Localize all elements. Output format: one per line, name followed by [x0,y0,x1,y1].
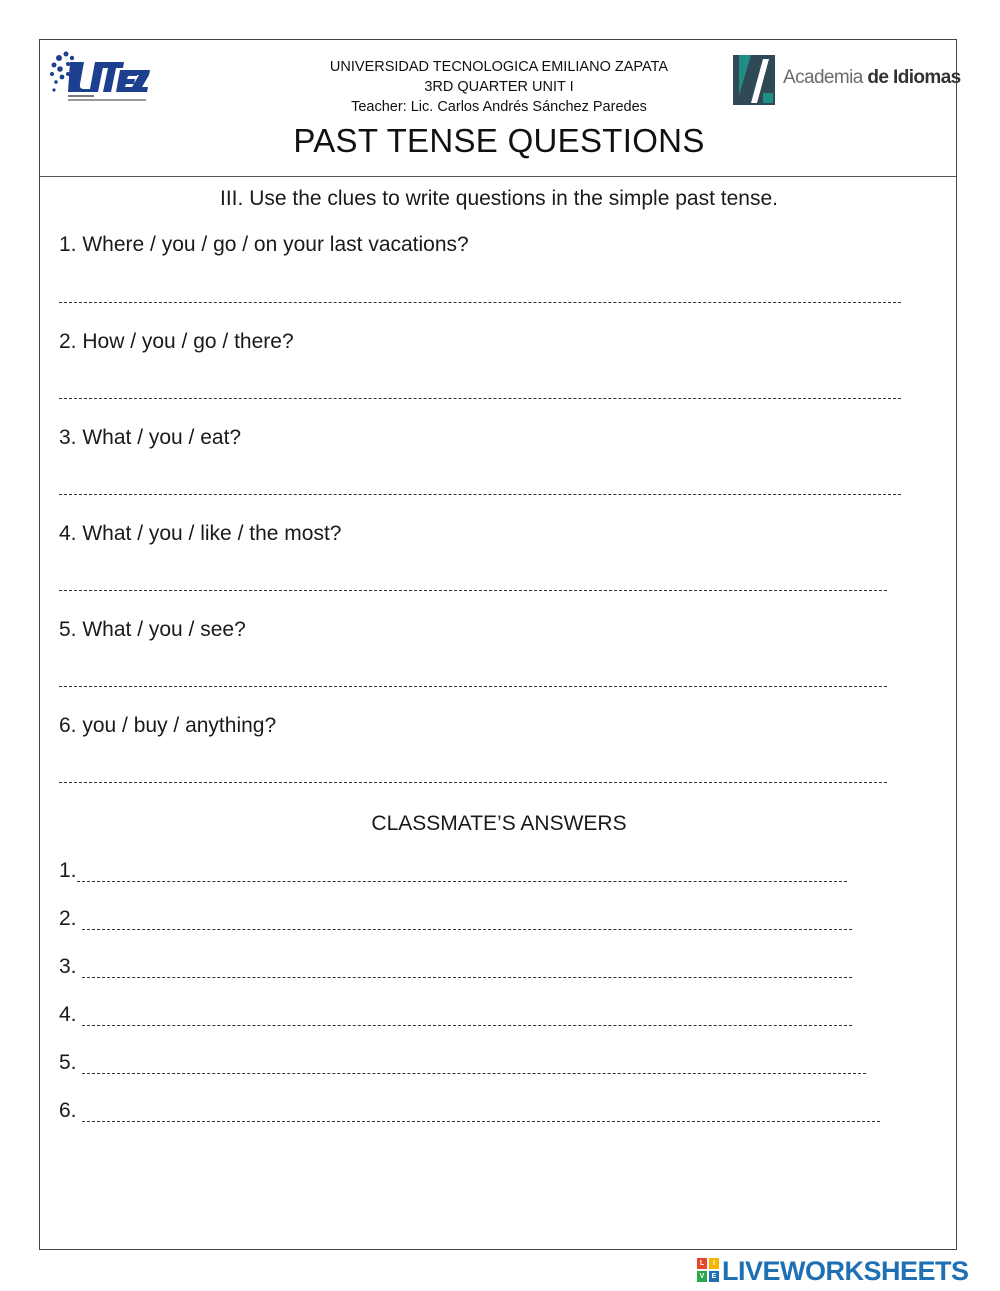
question-6: 6. you / buy / anything? [59,714,277,737]
classmate-number-4: 4. [59,1003,77,1026]
classmate-number-3: 3. [59,955,77,978]
classmate-answer-line-3[interactable] [82,977,852,978]
question-3: 3. What / you / eat? [59,426,242,449]
classmate-answer-row-4 [59,1003,859,1033]
classmate-answer-row-2 [59,907,859,937]
academia-wordmark [783,67,961,89]
academia-word-light: Academia [783,67,868,88]
question-1: 1. Where / you / go / on your last vacations? [59,233,469,256]
header-divider [40,176,956,177]
worksheet-page [39,39,961,1250]
classmate-number-2: 2. [59,907,77,930]
answer-line-2[interactable] [59,398,901,399]
answer-line-6[interactable] [59,782,887,783]
academia-word-bold: de Idiomas [867,67,961,88]
classmate-answer-line-2[interactable] [82,929,852,930]
badge-letter-l: L [697,1258,707,1269]
answer-line-4[interactable] [59,590,887,591]
worksheet-title: PAST TENSE QUESTIONS [293,122,705,159]
answer-line-5[interactable] [59,686,887,687]
quarter-label: 3RD QUARTER UNIT I [424,79,574,95]
question-2: 2. How / you / go / there? [59,330,294,353]
answer-line-3[interactable] [59,494,901,495]
teacher-name: Teacher: Lic. Carlos Andrés Sánchez Paredes [351,99,647,115]
classmate-answer-row-1 [59,859,849,889]
classmate-number-6: 6. [59,1099,77,1122]
liveworksheets-wordmark: LIVEWORKSHEETS [722,1256,969,1286]
classmate-number-1: 1. [59,859,77,882]
classmate-answer-line-5[interactable] [82,1073,866,1074]
classmate-answer-row-5 [59,1051,874,1081]
classmate-number-5: 5. [59,1051,77,1074]
academia-logo [733,55,961,107]
liveworksheets-badge-icon [697,1258,719,1282]
instruction-text: III. Use the clues to write questions in the simple past tense. [220,187,778,210]
classmate-answer-row-3 [59,955,859,985]
question-5: 5. What / you / see? [59,618,246,641]
answer-line-1[interactable] [59,302,901,303]
liveworksheets-brand [697,1256,997,1286]
badge-letter-e: E [709,1271,719,1282]
classmate-answer-line-4[interactable] [82,1025,852,1026]
badge-letter-v: V [697,1271,707,1282]
academia-mark-icon [733,55,775,105]
question-4: 4. What / you / like / the most? [59,522,342,545]
classmate-answer-line-1[interactable] [77,881,847,882]
classmates-title: CLASSMATE’S ANSWERS [371,812,627,835]
badge-letter-i: I [709,1258,719,1269]
university-name: UNIVERSIDAD TECNOLOGICA EMILIANO ZAPATA [329,59,669,75]
classmate-answer-line-6[interactable] [82,1121,880,1122]
classmate-answer-row-6 [59,1099,889,1129]
